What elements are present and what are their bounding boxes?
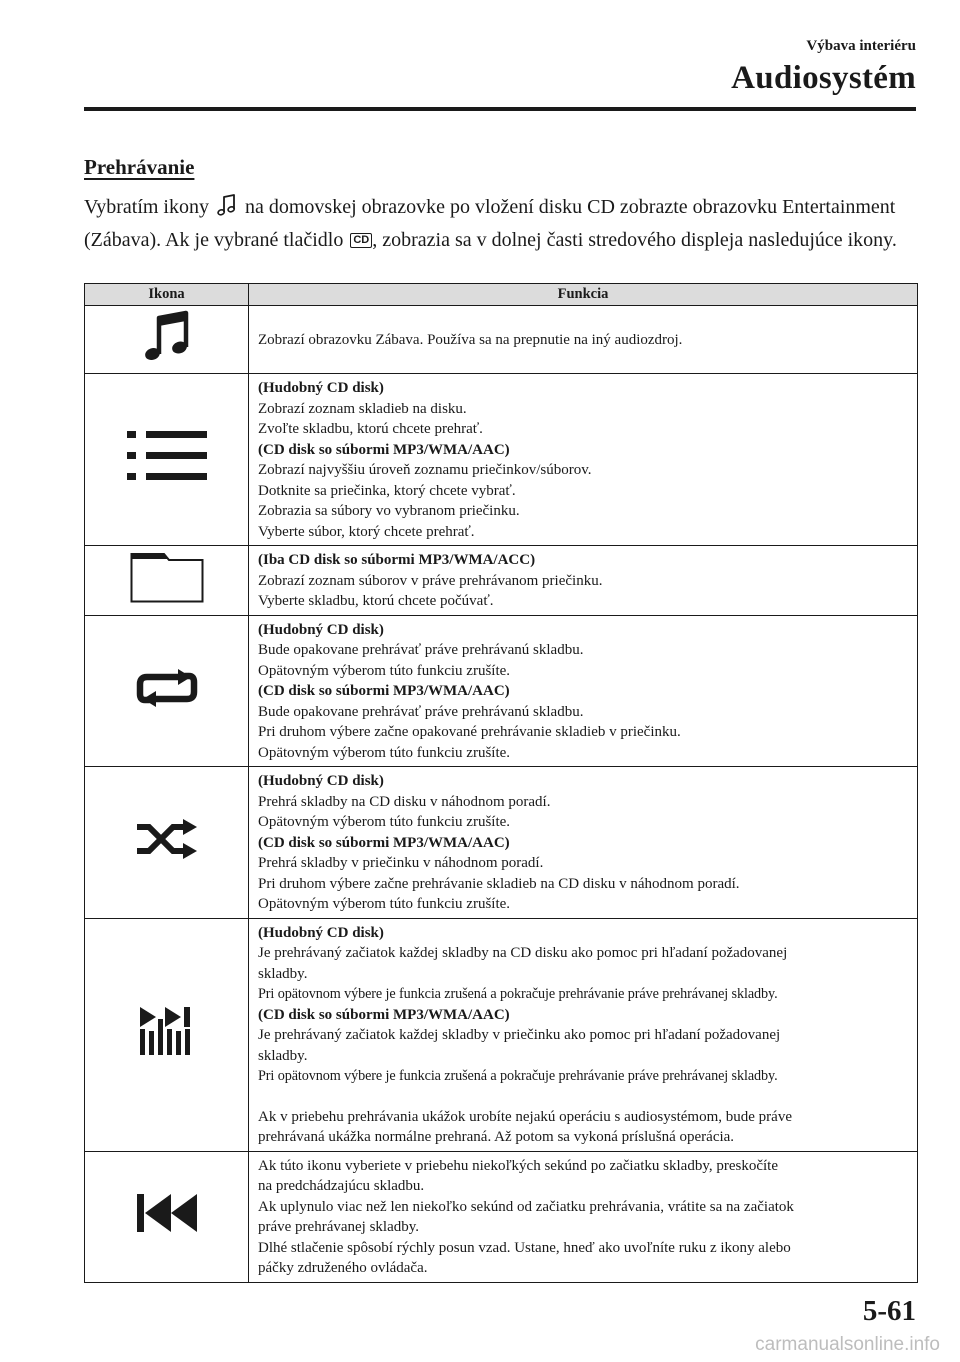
- function-text: skladby.: [258, 965, 308, 982]
- icon-cell: [85, 1151, 249, 1282]
- section-title: Prehrávanie: [84, 155, 195, 179]
- table-row: [85, 1151, 918, 1282]
- function-text: Zobrazí najvyššiu úroveň zoznamu priečinkov/súborov.: [258, 462, 592, 478]
- icon-cell: [85, 374, 249, 546]
- function-cell: [249, 615, 918, 767]
- table-row: [85, 767, 918, 919]
- function-text: Zvoľte skladbu, ktorú chcete prehrať.: [258, 421, 483, 437]
- disc-type-heading: (CD disk so súbormi MP3/WMA/AAC): [258, 834, 510, 851]
- intro-text-1: Vybratím ikony: [84, 196, 214, 218]
- function-text: Pri druhom výbere začne prehrávanie skladieb na CD disku v náhodnom poradí.: [258, 875, 740, 892]
- icon-cell: [85, 767, 249, 919]
- function-text: Bude opakovane prehrávať práve prehrávanú skladbu.: [258, 703, 584, 720]
- function-cell: [249, 1151, 918, 1282]
- function-cell: [249, 767, 918, 919]
- header-function: Funkcia: [249, 284, 918, 306]
- cd-button-badge: CD: [350, 233, 372, 248]
- disc-type-heading: (CD disk so súbormi MP3/WMA/AAC): [258, 683, 510, 699]
- function-cell: [249, 374, 918, 546]
- function-text: Dlhé stlačenie spôsobí rýchly posun vzad. Ustane, hneď ako uvoľníte ruku z ikony alebo: [258, 1239, 791, 1256]
- icon-cell: [85, 615, 249, 767]
- scan-icon: [138, 1043, 196, 1059]
- function-text: Vyberte súbor, ktorý chcete prehrať.: [258, 523, 475, 540]
- function-text: Zobrazí zoznam súborov v práve prehrávanom priečinku.: [258, 572, 603, 589]
- header-title: Audiosystém: [731, 60, 916, 96]
- function-text: Prehrá skladby na CD disku v náhodnom poradí.: [258, 793, 551, 810]
- header-rule: [84, 107, 916, 111]
- function-text: Bude opakovane prehrávať práve prehrávanú skladbu.: [258, 642, 584, 658]
- disc-type-heading: (CD disk so súbormi MP3/WMA/AAC): [258, 441, 510, 458]
- function-cell: [249, 546, 918, 616]
- function-text: Prehrá skladby v priečinku v náhodnom poradí.: [258, 855, 544, 871]
- music-note-icon: [216, 193, 238, 226]
- function-text: Pri druhom výbere začne opakované prehrávanie skladieb v priečinku.: [258, 724, 681, 740]
- repeat-icon: [136, 696, 198, 712]
- table-row: [85, 615, 918, 767]
- shuffle-icon: [135, 847, 199, 863]
- page-number: 5-61: [862, 1295, 916, 1327]
- function-cell: [249, 918, 918, 1151]
- table-row: [85, 306, 918, 374]
- icon-cell: [85, 306, 249, 374]
- header-icon: Ikona: [85, 284, 249, 306]
- function-text: Opätovným výberom túto funkciu zrušíte.: [258, 744, 511, 761]
- folder-icon: [130, 591, 204, 607]
- function-text: práve prehrávanej skladby.: [258, 1219, 420, 1235]
- function-text: skladby.: [258, 1047, 308, 1064]
- function-text: Ak uplynulo viac než len niekoľko sekúnd od začiatku prehrávania, vrátite sa na začiatok: [258, 1198, 794, 1215]
- function-text: Zobrazia sa súbory vo vybranom priečinku.: [258, 503, 520, 519]
- function-cell: [249, 306, 918, 374]
- function-text: Opätovným výberom túto funkciu zrušíte.: [258, 662, 511, 679]
- disc-type-heading: (Hudobný CD disk): [258, 773, 384, 789]
- header-section: Výbava interiéru: [806, 38, 916, 54]
- icon-cell: [85, 918, 249, 1151]
- disc-type-heading: (CD disk so súbormi MP3/WMA/AAC): [258, 1006, 510, 1023]
- function-text: Ak túto ikonu vyberiete v priebehu niekoľkých sekúnd po začiatku skladby, preskočíte: [258, 1157, 778, 1174]
- music-note-icon: [142, 351, 192, 367]
- table-header-row: [85, 284, 918, 306]
- function-text: prehrávaná ukážka normálne prehraná. Až potom sa vykoná príslušná operácia.: [258, 1129, 735, 1145]
- function-text: Dotknite sa priečinka, ktorý chcete vybrať.: [258, 482, 516, 499]
- disc-type-heading: (Hudobný CD disk): [258, 621, 384, 638]
- intro-text-3: , zobrazia sa v dolnej časti stredového displeja nasledujúce ikony.: [372, 229, 897, 251]
- function-text: Je prehrávaný začiatok každej skladby v priečinku ako pomoc pri hľadaní požadovanej: [258, 1027, 781, 1043]
- function-text: Vyberte skladbu, ktorú chcete počúvať.: [258, 593, 494, 609]
- paragraph-gap: [258, 1087, 911, 1107]
- function-text: Opätovným výberom túto funkciu zrušíte.: [258, 814, 511, 830]
- function-text: Ak v priebehu prehrávania ukážok urobíte nejakú operáciu s audiosystémom, bude práve: [258, 1108, 792, 1125]
- icon-cell: [85, 546, 249, 616]
- skip-back-icon: [137, 1220, 197, 1236]
- disc-type-heading: (Hudobný CD disk): [258, 380, 384, 396]
- intro-text-2: na domovskej obrazovke po vložení disku CD zobrazte obrazovku Entertainment (Zábava). Ak je vybrané tlačidlo: [84, 196, 896, 251]
- disc-type-heading: (Hudobný CD disk): [258, 924, 384, 941]
- function-table: [84, 283, 918, 1283]
- list-icon: [127, 469, 207, 485]
- function-text: Pri opätovnom výbere je funkcia zrušená a pokračuje prehrávanie práve prehrávanej skladby.: [258, 986, 778, 1002]
- intro-paragraph: [84, 193, 924, 255]
- table-row: [85, 546, 918, 616]
- function-text: Pri opätovnom výbere je funkcia zrušená a pokračuje prehrávanie práve prehrávanej skladby.: [258, 1068, 778, 1084]
- table-row: [85, 918, 918, 1151]
- function-text: Je prehrávaný začiatok každej skladby na CD disku ako pomoc pri hľadaní požadovanej: [258, 945, 788, 961]
- table-row: [85, 374, 918, 546]
- watermark: carmanualsonline.info: [755, 1334, 940, 1355]
- function-text: Opätovným výberom túto funkciu zrušíte.: [258, 896, 511, 912]
- function-text: Zobrazí obrazovku Zábava. Používa sa na prepnutie na iný audiozdroj.: [258, 331, 683, 348]
- function-text: na predchádzajúcu skladbu.: [258, 1178, 425, 1194]
- function-text: Zobrazí zoznam skladieb na disku.: [258, 400, 467, 417]
- function-text: páčky združeného ovládača.: [258, 1260, 428, 1276]
- disc-type-heading: (Iba CD disk so súbormi MP3/WMA/ACC): [258, 552, 536, 568]
